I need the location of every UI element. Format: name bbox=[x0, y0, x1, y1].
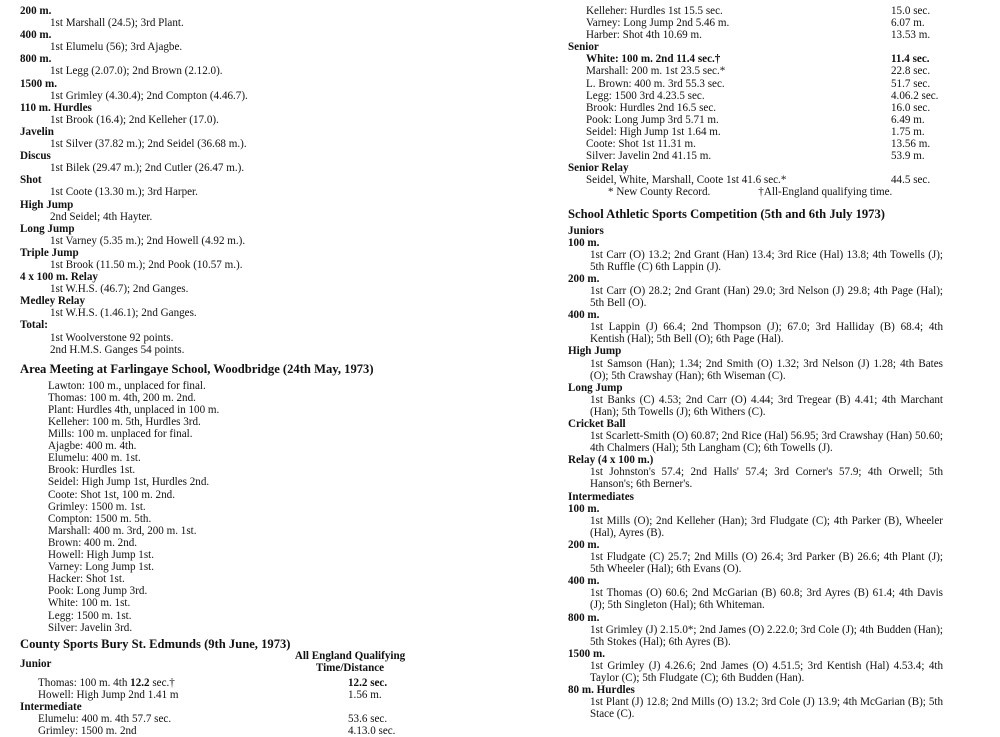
school-event-result: 1st Fludgate (C) 25.7; 2nd Mills (O) 26.4; 3rd Parker (B) 26.6; 4th Plant (J); 5th Wheeler (Hal); 6th Evans (O). bbox=[590, 551, 943, 576]
senior-row bbox=[568, 138, 943, 150]
area-meeting-list bbox=[20, 380, 455, 634]
event-label: Medley Relay bbox=[20, 295, 86, 308]
county-junior-value: 1.56 m. bbox=[348, 688, 382, 701]
senior-value: 1.75 m. bbox=[891, 125, 925, 138]
intermediate-value: 13.53 m. bbox=[891, 29, 931, 42]
county-junior-text bbox=[20, 677, 175, 689]
event-label: 4 x 100 m. Relay bbox=[20, 271, 98, 284]
area-meeting-line: Marshall: 400 m. 3rd, 200 m. 1st. bbox=[48, 524, 197, 537]
school-event-label: 100 m. bbox=[568, 502, 600, 515]
senior-list bbox=[568, 53, 943, 162]
area-meeting-line: Seidel: High Jump 1st, Hurdles 2nd. bbox=[48, 476, 210, 489]
event-result: 2nd H.M.S. Ganges 54 points. bbox=[50, 343, 185, 356]
area-meeting-line: Kelleher: 100 m. 5th, Hurdles 3rd. bbox=[48, 416, 201, 428]
right-column bbox=[568, 5, 943, 720]
event-label: Shot bbox=[20, 174, 42, 187]
area-meeting-line: Brook: Hurdles 1st. bbox=[48, 464, 136, 477]
event-label: Long Jump bbox=[20, 222, 75, 235]
event-result: 1st Marshall (24.5); 3rd Plant. bbox=[50, 17, 184, 30]
county-junior-text bbox=[20, 689, 179, 701]
area-meeting-line: Legg: 1500 m. 1st. bbox=[48, 609, 132, 622]
school-event-label: 200 m. bbox=[568, 538, 600, 551]
juniors-list bbox=[568, 237, 943, 491]
event-label: Javelin bbox=[20, 125, 54, 138]
senior-relay-value: 44.5 sec. bbox=[891, 174, 931, 187]
event-result: 1st Legg (2.07.0); 2nd Brown (2.12.0). bbox=[50, 65, 223, 78]
county-intermediate-row bbox=[20, 725, 400, 737]
school-event-label: 1500 m. bbox=[568, 647, 605, 660]
area-meeting-line: Hacker: Shot 1st. bbox=[48, 573, 125, 586]
county-junior-text-bold: 12.2 bbox=[130, 676, 150, 689]
senior-row bbox=[568, 90, 943, 102]
senior-value: 16.0 sec. bbox=[891, 101, 931, 114]
event-label: High Jump bbox=[20, 198, 74, 211]
area-meeting-line: Silver: Javelin 3rd. bbox=[48, 621, 133, 634]
county-intermediate-list bbox=[20, 713, 455, 737]
school-event-label: High Jump bbox=[568, 345, 622, 358]
senior-row bbox=[568, 65, 943, 77]
county-sports-heading: County Sports Bury St. Edmunds (9th June, 1973) bbox=[20, 636, 291, 651]
county-intermediate-text: Elumelu: 400 m. 4th 57.7 sec. bbox=[38, 712, 172, 725]
area-meeting-line: Lawton: 100 m., unplaced for final. bbox=[48, 379, 206, 392]
intermediate-text: Varney: Long Jump 2nd 5.46 m. bbox=[586, 17, 730, 30]
school-event-label: 400 m. bbox=[568, 309, 600, 322]
senior-text: White: 100 m. 2nd 11.4 sec.† bbox=[586, 53, 721, 66]
intermediate-label: Intermediate bbox=[20, 700, 82, 713]
school-event-label: 400 m. bbox=[568, 575, 600, 588]
county-junior-text-a: Thomas: 100 m. 4th bbox=[38, 676, 131, 689]
event-label: 800 m. bbox=[20, 53, 52, 66]
school-event-result: 1st Banks (C) 4.53; 2nd Carr (O) 4.44; 3rd Tregear (B) 4.41; 4th Marchant (Han); 5th Towells (J); 6th Withers (C). bbox=[590, 393, 943, 418]
area-meeting-line: Howell: High Jump 1st. bbox=[48, 549, 155, 562]
senior-text: Brook: Hurdles 2nd 16.5 sec. bbox=[586, 101, 717, 114]
school-event-label: Long Jump bbox=[568, 381, 623, 394]
aeq-line1: All England Qualifying bbox=[294, 649, 406, 662]
school-event-label: 800 m. bbox=[568, 611, 600, 624]
intermediates-list bbox=[568, 503, 943, 721]
county-junior-text-c: sec.† bbox=[149, 676, 175, 689]
county-junior-value: 12.2 sec. bbox=[348, 676, 388, 689]
intermediate-row bbox=[568, 17, 943, 29]
senior-value: 13.56 m. bbox=[891, 138, 931, 151]
area-meeting-line: Compton: 1500 m. 5th. bbox=[48, 512, 152, 525]
school-event-result: 1st Johnston's 57.4; 2nd Halls' 57.4; 3rd Corner's 57.9; 4th Orwell; 5th Hanson's; 6th Berner's. bbox=[590, 466, 943, 491]
senior-value: 4.06.2 sec. bbox=[891, 89, 939, 102]
event-label: 400 m. bbox=[20, 29, 52, 42]
school-event-result: 1st Samson (Han); 1.34; 2nd Smith (O) 1.32; 3rd Nelson (J) 1.28; 4th Bates (O); 5th Crawshay (Han); 6th Wiseman (C). bbox=[590, 357, 943, 382]
intermediate-continued-list bbox=[568, 5, 943, 41]
senior-relay-text: Seidel, White, Marshall, Coote 1st 41.6 sec.* bbox=[586, 174, 787, 187]
area-meeting-line: Thomas: 100 m. 4th, 200 m. 2nd. bbox=[48, 391, 196, 404]
senior-row bbox=[568, 53, 943, 65]
county-intermediate-value: 53.6 sec. bbox=[348, 712, 388, 725]
event-label: Discus bbox=[20, 150, 51, 163]
results-list bbox=[20, 5, 455, 356]
left-column bbox=[20, 5, 455, 737]
intermediate-value: 6.07 m. bbox=[891, 17, 925, 30]
event-result: 1st Varney (5.35 m.); 2nd Howell (4.92 m.). bbox=[50, 234, 246, 247]
area-meeting-line: Brown: 400 m. 2nd. bbox=[48, 536, 138, 549]
area-meeting-line: Varney: Long Jump 1st. bbox=[48, 561, 154, 574]
senior-relay-label: Senior Relay bbox=[568, 162, 629, 175]
county-junior-text-a: Howell: High Jump 2nd 1.41 m bbox=[38, 688, 179, 701]
senior-value: 11.4 sec. bbox=[891, 53, 930, 66]
school-event-result: 1st Grimley (J) 4.26.6; 2nd James (O) 4.51.5; 3rd Kentish (Hal) 4.53.4; 4th Taylor (C); 5th Fludgate (C); 6th Budden (Han). bbox=[590, 659, 943, 684]
event-result: 1st Brook (16.4); 2nd Kelleher (17.0). bbox=[50, 113, 219, 126]
school-event-label: 80 m. Hurdles bbox=[568, 684, 635, 697]
footnote-record: * New County Record. bbox=[608, 186, 711, 199]
school-event-result: 1st Grimley (J) 2.15.0*; 2nd James (O) 2.22.0; 3rd Cole (J); 4th Budden (Han); 5th Stokes (Hal); 6th Ayres (B). bbox=[590, 623, 943, 648]
school-event-result: 1st Carr (O) 13.2; 2nd Grant (Han) 13.4; 3rd Rice (Hal) 13.8; 4th Towells (J); 5th Ruffle (C) 6th Lappin (J). bbox=[590, 248, 943, 273]
intermediate-text: Harber: Shot 4th 10.69 m. bbox=[586, 29, 702, 42]
senior-text: Legg: 1500 3rd 4.23.5 sec. bbox=[586, 89, 705, 102]
intermediate-text: Kelleher: Hurdles 1st 15.5 sec. bbox=[586, 5, 723, 17]
area-meeting-line: Grimley: 1500 m. 1st. bbox=[48, 500, 146, 513]
senior-value: 6.49 m. bbox=[891, 113, 925, 126]
school-event-result: 1st Carr (O) 28.2; 2nd Grant (Han) 29.0; 3rd Nelson (J) 29.8; 4th Page (Hal); 5th Bell (O). bbox=[590, 284, 943, 310]
senior-value: 51.7 sec. bbox=[891, 77, 931, 90]
event-result: 1st Woolverstone 92 points. bbox=[50, 331, 174, 344]
area-meeting-line: Coote: Shot 1st, 100 m. 2nd. bbox=[48, 488, 175, 501]
senior-row bbox=[568, 78, 943, 90]
school-event-label: Cricket Ball bbox=[568, 418, 626, 430]
area-meeting-line: White: 100 m. 1st. bbox=[48, 597, 131, 610]
event-result: 2nd Seidel; 4th Hayter. bbox=[50, 210, 153, 223]
event-result: 1st Brook (11.50 m.); 2nd Pook (10.57 m.). bbox=[50, 258, 243, 271]
school-event-label: Relay (4 x 100 m.) bbox=[568, 454, 654, 467]
intermediate-row bbox=[568, 5, 943, 17]
footnotes bbox=[568, 186, 943, 198]
county-junior-list bbox=[20, 677, 455, 701]
event-result: 1st Grimley (4.30.4); 2nd Compton (4.46.7). bbox=[50, 89, 248, 102]
senior-relay-row bbox=[568, 174, 943, 186]
event-label: 200 m. bbox=[20, 5, 52, 17]
senior-text: Seidel: High Jump 1st 1.64 m. bbox=[586, 125, 721, 138]
school-event-label: 100 m. bbox=[568, 236, 600, 249]
senior-text: L. Brown: 400 m. 3rd 55.3 sec. bbox=[586, 77, 725, 90]
footnote-qualifying: †All-England qualifying time. bbox=[758, 186, 893, 199]
school-sports-heading: School Athletic Sports Competition (5th and 6th July 1973) bbox=[568, 206, 885, 221]
county-junior-row bbox=[20, 677, 400, 689]
school-event-result: 1st Thomas (O) 60.6; 2nd McGarian (B) 60.8; 3rd Ayres (B) 61.4; 4th Davis (J); 5th Singleton (Hal); 6th Whiteman. bbox=[590, 587, 943, 612]
senior-text: Silver: Javelin 2nd 41.15 m. bbox=[586, 150, 712, 163]
county-intermediate-text: Grimley: 1500 m. 2nd bbox=[38, 725, 137, 737]
area-meeting-line: Ajagbe: 400 m. 4th. bbox=[48, 440, 137, 453]
county-intermediate-value: 4.13.0 sec. bbox=[348, 725, 396, 737]
event-label: Total: bbox=[20, 319, 48, 332]
event-label: 110 m. Hurdles bbox=[20, 101, 92, 114]
intermediate-row bbox=[568, 29, 943, 41]
county-intermediate-row bbox=[20, 713, 400, 725]
junior-label: Junior bbox=[20, 657, 52, 670]
senior-label: Senior bbox=[568, 41, 599, 54]
area-meeting-line: Elumelu: 400 m. 1st. bbox=[48, 452, 141, 465]
event-label: 1500 m. bbox=[20, 77, 57, 90]
senior-row bbox=[568, 150, 943, 162]
senior-row bbox=[568, 126, 943, 138]
senior-row bbox=[568, 102, 943, 114]
event-result: 1st W.H.S. (1.46.1); 2nd Ganges. bbox=[50, 307, 197, 320]
area-meeting-line: Pook: Long Jump 3rd. bbox=[48, 585, 148, 598]
event-result: 1st Elumelu (56); 3rd Ajagbe. bbox=[50, 41, 183, 54]
school-event-result: 1st Mills (O); 2nd Kelleher (Han); 3rd Fludgate (C); 4th Parker (B), Wheeler (Hal), Ayres (B). bbox=[590, 514, 943, 539]
school-event-result: 1st Plant (J) 12.8; 2nd Mills (O) 13.2; 3rd Cole (J) 13.9; 4th McGarian (B); 5th Stace (C). bbox=[590, 696, 943, 721]
school-event-result: 1st Lappin (J) 66.4; 2nd Thompson (J); 67.0; 3rd Halliday (B) 68.4; 4th Kentish (Hal); 5th Bell (O); 6th Page (Hal). bbox=[590, 321, 943, 346]
area-meeting-heading: Area Meeting at Farlingaye School, Woodbridge (24th May, 1973) bbox=[20, 361, 374, 376]
juniors-label: Juniors bbox=[568, 224, 604, 237]
senior-value: 53.9 m. bbox=[891, 150, 925, 163]
event-result: 1st W.H.S. (46.7); 2nd Ganges. bbox=[50, 283, 189, 296]
senior-value: 22.8 sec. bbox=[891, 65, 931, 78]
event-result: 1st Bilek (29.47 m.); 2nd Cutler (26.47 m.). bbox=[50, 162, 245, 175]
aeq-line2: Time/Distance bbox=[315, 661, 385, 674]
event-result: 1st Silver (37.82 m.); 2nd Seidel (36.68 m.). bbox=[50, 138, 247, 151]
county-junior-row bbox=[20, 689, 400, 701]
senior-text: Coote: Shot 1st 11.31 m. bbox=[586, 138, 696, 151]
senior-text: Pook: Long Jump 3rd 5.71 m. bbox=[586, 113, 719, 126]
event-result: 1st Coote (13.30 m.); 3rd Harper. bbox=[50, 186, 198, 199]
school-event-label: 200 m. bbox=[568, 272, 600, 285]
area-meeting-line: Plant: Hurdles 4th, unplaced in 100 m. bbox=[48, 403, 220, 416]
county-head bbox=[20, 649, 455, 677]
school-event-result: 1st Scarlett-Smith (O) 60.87; 2nd Rice (Hal) 56.95; 3rd Crawshay (Han) 50.60; 4th Chalmers (Hal); 5th Langham (C); 6th Towells (J). bbox=[590, 430, 943, 455]
senior-row bbox=[568, 114, 943, 126]
intermediates-label: Intermediates bbox=[568, 490, 634, 503]
event-label: Triple Jump bbox=[20, 246, 79, 259]
intermediate-value: 15.0 sec. bbox=[891, 5, 931, 17]
area-meeting-line: Mills: 100 m. unplaced for final. bbox=[48, 428, 193, 441]
senior-text: Marshall: 200 m. 1st 23.5 sec.* bbox=[586, 65, 726, 78]
